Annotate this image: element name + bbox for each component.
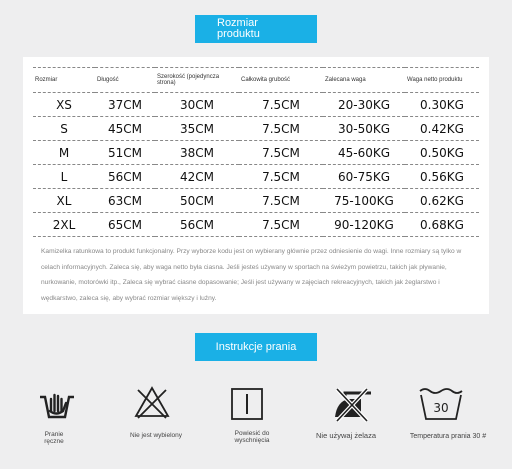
- table-row: [33, 93, 479, 117]
- hand-wash-icon: [37, 385, 77, 425]
- wash-temp: 30: [433, 401, 449, 415]
- no-iron-icon: [331, 387, 373, 423]
- header-net-weight: Waga netto produktu: [405, 68, 479, 93]
- sizing-note: Kamizelka ratunkowa to produkt funkcjonalny. Przy wyborze kodu jest on wybierany głównie przez odniesienie do wagi. Inne rozmiary są tylko w celach informacyjnych. Zaleca się, aby waga netto była ciasna. Jeśli jesteś używany w sportach na świeżym powietrzu, takich jak pływanie, nurkowanie, motorówki itp., Zaleca się wybrać ciasne dopasowanie; Jeśli jest używany w zajęciach rekreacyjnych, takich jak żeglarstwo i wędkarstwo, zaleca się, aby wybrać rozmiar większy i luźny.: [41, 248, 462, 302]
- care-label-no-bleach: Nie jest wybielony: [129, 432, 183, 439]
- header-size: Rozmiar: [33, 68, 95, 93]
- header-weight: Zalecana waga: [323, 68, 405, 93]
- cell-width: 56CM: [155, 213, 239, 237]
- table-row: [33, 117, 479, 141]
- care-label-no-iron: Nie używaj żelaza: [315, 431, 377, 440]
- care-label-wash-30: Temperatura prania 30 #: [409, 433, 487, 440]
- cell-net-weight: 0.56KG: [405, 165, 479, 189]
- cell-length: 37CM: [95, 93, 155, 117]
- cell-width: 42CM: [155, 165, 239, 189]
- table-row: [33, 189, 479, 213]
- cell-weight: 20-30KG: [323, 93, 405, 117]
- header-length: Długość: [95, 68, 155, 93]
- size-table: [33, 67, 479, 237]
- cell-thickness: 7.5CM: [239, 141, 323, 165]
- table-row: [33, 141, 479, 165]
- cell-weight: 75-100KG: [323, 189, 405, 213]
- cell-width: 38CM: [155, 141, 239, 165]
- cell-net-weight: 0.42KG: [405, 117, 479, 141]
- cell-weight: 45-60KG: [323, 141, 405, 165]
- table-row: [33, 213, 479, 237]
- header-thickness: Całkowita grubość: [239, 68, 323, 93]
- cell-width: 50CM: [155, 189, 239, 213]
- cell-length: 56CM: [95, 165, 155, 189]
- wash-banner: Instrukcje prania: [195, 333, 317, 361]
- cell-thickness: 7.5CM: [239, 93, 323, 117]
- cell-length: 63CM: [95, 189, 155, 213]
- care-label-dry: Powiesić do wyschnięcia: [234, 430, 270, 444]
- cell-net-weight: 0.50KG: [405, 141, 479, 165]
- cell-net-weight: 0.30KG: [405, 93, 479, 117]
- cell-size: S: [33, 117, 95, 141]
- size-banner: [195, 15, 317, 43]
- cell-size: XL: [33, 189, 95, 213]
- wash-30-icon: [418, 385, 464, 423]
- size-table-card: [23, 57, 489, 314]
- cell-weight: 30-50KG: [323, 117, 405, 141]
- cell-size: L: [33, 165, 95, 189]
- cell-length: 51CM: [95, 141, 155, 165]
- cell-thickness: 7.5CM: [239, 213, 323, 237]
- cell-width: 35CM: [155, 117, 239, 141]
- size-banner-title: Rozmiar produktu: [217, 17, 260, 40]
- size-table-header: [33, 68, 479, 93]
- cell-size: M: [33, 141, 95, 165]
- cell-net-weight: 0.62KG: [405, 189, 479, 213]
- dry-flat-icon: [230, 387, 264, 421]
- care-label-hand-wash: Pranie ręczne: [44, 431, 64, 445]
- cell-length: 65CM: [95, 213, 155, 237]
- cell-size: 2XL: [33, 213, 95, 237]
- cell-size: XS: [33, 93, 95, 117]
- cell-thickness: 7.5CM: [239, 189, 323, 213]
- no-bleach-icon: [133, 384, 171, 422]
- cell-thickness: 7.5CM: [239, 165, 323, 189]
- cell-net-weight: 0.68KG: [405, 213, 479, 237]
- cell-weight: 90-120KG: [323, 213, 405, 237]
- cell-weight: 60-75KG: [323, 165, 405, 189]
- header-width: Szerokość (pojedyncza strona): [155, 68, 239, 93]
- table-row: [33, 165, 479, 189]
- cell-length: 45CM: [95, 117, 155, 141]
- cell-width: 30CM: [155, 93, 239, 117]
- cell-thickness: 7.5CM: [239, 117, 323, 141]
